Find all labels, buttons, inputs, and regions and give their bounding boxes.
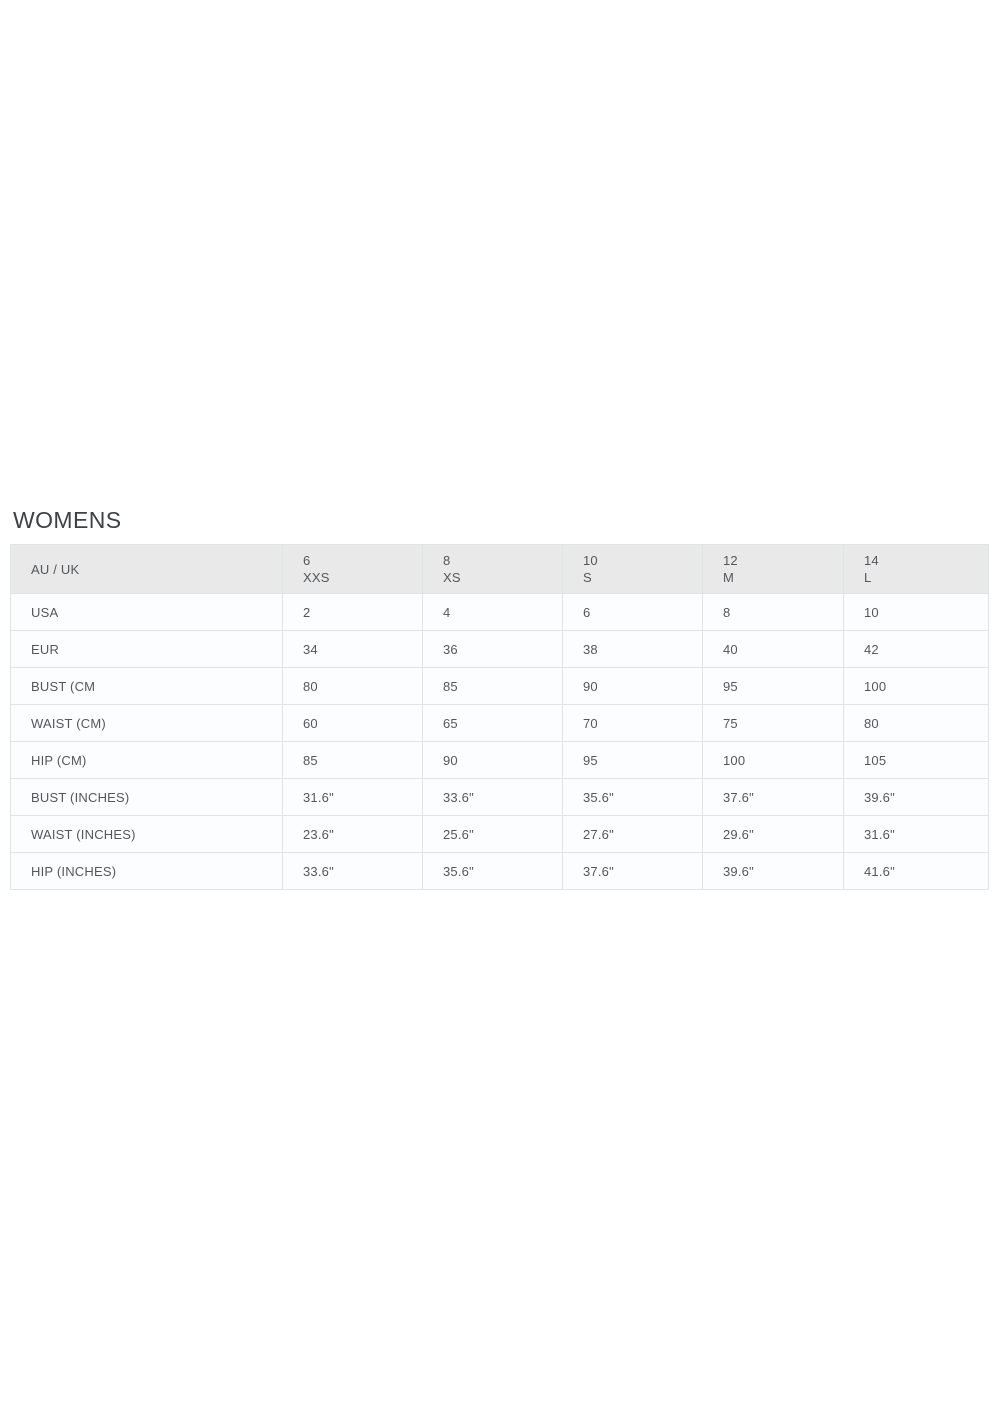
table-row-eur <box>11 631 989 668</box>
table-row-usa <box>11 594 989 631</box>
size-value: 36 <box>443 641 458 657</box>
womens-size-table <box>10 544 989 890</box>
size-value-cell <box>283 668 423 705</box>
table-row-bust-cm <box>11 668 989 705</box>
size-value: 33.6" <box>303 863 334 879</box>
size-value-cell <box>283 779 423 816</box>
size-value: 95 <box>583 752 598 768</box>
size-value-cell <box>563 853 703 890</box>
table-row-hip-cm <box>11 742 989 779</box>
row-label <box>11 668 283 705</box>
size-value-cell <box>703 705 844 742</box>
size-value: 40 <box>723 641 738 657</box>
size-value: 33.6" <box>443 789 474 805</box>
page-title: WOMENS <box>13 507 122 533</box>
size-value: 31.6" <box>303 789 334 805</box>
header-cell-size-l <box>844 545 989 594</box>
size-number: 8 <box>443 553 451 568</box>
row-label-text: HIP (CM) <box>31 752 87 768</box>
size-value-cell <box>844 594 989 631</box>
row-label-text: WAIST (INCHES) <box>31 826 136 842</box>
size-value-cell <box>563 668 703 705</box>
size-value-cell <box>844 668 989 705</box>
row-label-text: USA <box>31 604 59 620</box>
size-value: 80 <box>864 715 879 731</box>
size-value: 90 <box>583 678 598 694</box>
size-value-cell <box>844 853 989 890</box>
size-value-cell <box>423 853 563 890</box>
header-cell-size-s <box>563 545 703 594</box>
size-value: 41.6" <box>864 863 895 879</box>
size-value-cell <box>423 779 563 816</box>
size-value: 95 <box>723 678 738 694</box>
table-header-row <box>11 545 989 594</box>
size-value: 8 <box>723 604 731 620</box>
size-number: 10 <box>583 553 598 568</box>
row-label <box>11 853 283 890</box>
size-value: 29.6" <box>723 826 754 842</box>
size-value-cell <box>423 816 563 853</box>
row-label <box>11 742 283 779</box>
size-value: 65 <box>443 715 458 731</box>
size-guide-page <box>0 506 1000 890</box>
size-value: 37.6" <box>583 863 614 879</box>
size-value-cell <box>423 668 563 705</box>
size-value: 10 <box>864 604 879 620</box>
size-value-cell <box>703 631 844 668</box>
size-value: 60 <box>303 715 318 731</box>
row-label <box>11 816 283 853</box>
size-value: 6 <box>583 604 591 620</box>
header-region-label: AU / UK <box>31 561 80 577</box>
size-number: 14 <box>864 553 879 568</box>
header-cell-size-xs <box>423 545 563 594</box>
size-code: L <box>864 570 872 585</box>
size-value: 80 <box>303 678 318 694</box>
row-label-text: EUR <box>31 641 60 657</box>
table-row-bust-inches <box>11 779 989 816</box>
size-value: 4 <box>443 604 451 620</box>
size-value-cell <box>563 705 703 742</box>
table-row-waist-inches <box>11 816 989 853</box>
size-value: 85 <box>303 752 318 768</box>
row-label-text: WAIST (CM) <box>31 715 106 731</box>
size-value-cell <box>703 742 844 779</box>
size-value: 23.6" <box>303 826 334 842</box>
size-value-cell <box>283 742 423 779</box>
size-value-cell <box>423 631 563 668</box>
size-value: 31.6" <box>864 826 895 842</box>
size-value-cell <box>703 853 844 890</box>
size-value: 70 <box>583 715 598 731</box>
size-value: 105 <box>864 752 887 768</box>
size-code: XXS <box>303 570 330 585</box>
size-value: 2 <box>303 604 311 620</box>
size-value-cell <box>563 816 703 853</box>
size-value-cell <box>844 816 989 853</box>
size-value-cell <box>563 631 703 668</box>
header-cell-size-xxs <box>283 545 423 594</box>
size-value: 90 <box>443 752 458 768</box>
size-value-cell <box>844 779 989 816</box>
size-value: 85 <box>443 678 458 694</box>
size-code: XS <box>443 570 461 585</box>
header-cell-region <box>11 545 283 594</box>
size-value-cell <box>283 705 423 742</box>
size-value: 27.6" <box>583 826 614 842</box>
size-value-cell <box>283 816 423 853</box>
size-value: 35.6" <box>443 863 474 879</box>
size-value-cell <box>703 816 844 853</box>
size-value: 38 <box>583 641 598 657</box>
table-row-hip-inches <box>11 853 989 890</box>
size-value: 35.6" <box>583 789 614 805</box>
size-value: 100 <box>864 678 887 694</box>
row-label <box>11 779 283 816</box>
size-value-cell <box>423 594 563 631</box>
size-value-cell <box>423 705 563 742</box>
size-value-cell <box>563 594 703 631</box>
row-label <box>11 631 283 668</box>
size-value-cell <box>703 668 844 705</box>
size-value-cell <box>844 631 989 668</box>
size-value: 25.6" <box>443 826 474 842</box>
row-label-text: BUST (CM <box>31 678 96 694</box>
size-value: 34 <box>303 641 318 657</box>
size-value: 75 <box>723 715 738 731</box>
size-value: 39.6" <box>864 789 895 805</box>
row-label-text: HIP (INCHES) <box>31 863 117 879</box>
row-label-text: BUST (INCHES) <box>31 789 130 805</box>
size-value-cell <box>563 742 703 779</box>
size-value-cell <box>283 594 423 631</box>
header-cell-size-m <box>703 545 844 594</box>
size-value-cell <box>283 631 423 668</box>
size-number: 12 <box>723 553 738 568</box>
size-value-cell <box>844 742 989 779</box>
size-value-cell <box>703 779 844 816</box>
table-row-waist-cm <box>11 705 989 742</box>
size-value-cell <box>703 594 844 631</box>
size-value: 39.6" <box>723 863 754 879</box>
size-value-cell <box>283 853 423 890</box>
size-value: 100 <box>723 752 746 768</box>
size-code: M <box>723 570 735 585</box>
size-value-cell <box>423 742 563 779</box>
size-code: S <box>583 570 592 585</box>
row-label <box>11 594 283 631</box>
size-value-cell <box>563 779 703 816</box>
size-number: 6 <box>303 553 311 568</box>
size-value: 42 <box>864 641 879 657</box>
size-value-cell <box>844 705 989 742</box>
size-value: 37.6" <box>723 789 754 805</box>
row-label <box>11 705 283 742</box>
